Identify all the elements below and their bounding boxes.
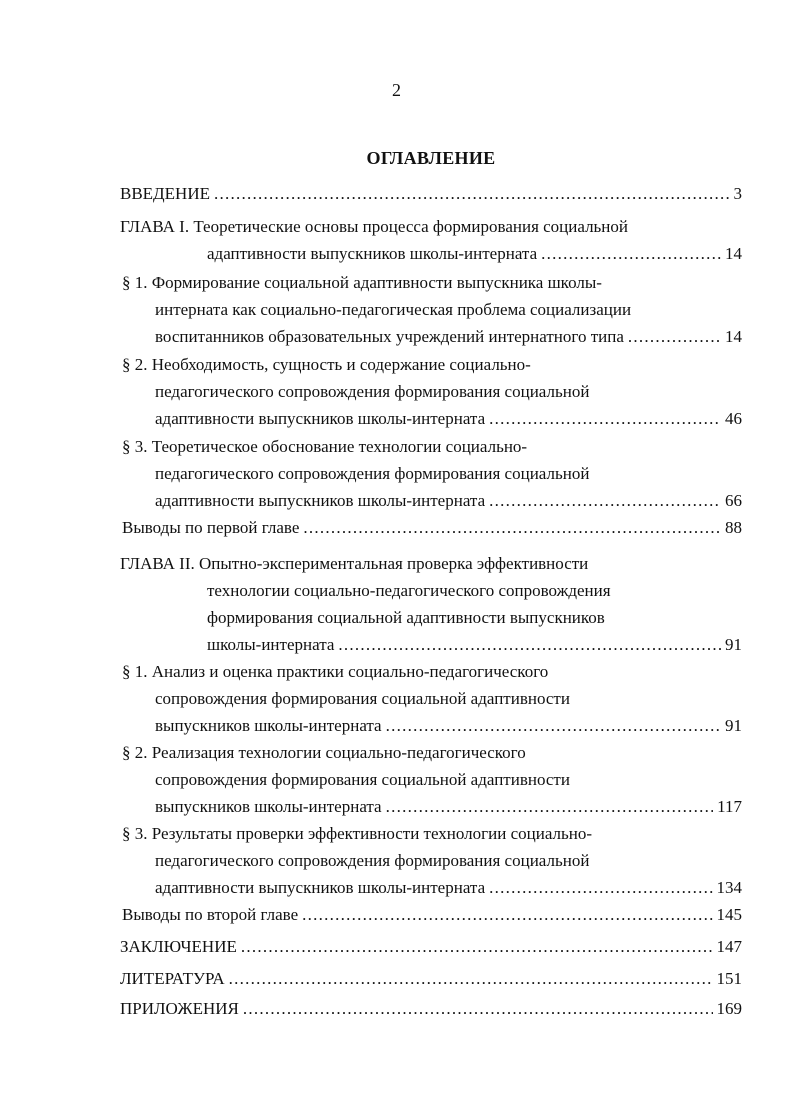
toc-entry-introduction[interactable] (120, 181, 742, 207)
toc-entry-references[interactable] (120, 966, 742, 992)
toc-entry-page: 46 (725, 409, 742, 428)
toc-entry-ch2-s1[interactable] (155, 713, 742, 739)
toc-entry-text: адаптивности выпускников школы-интерната (155, 878, 486, 897)
toc-entry-ch2-s3[interactable] (155, 875, 742, 901)
toc-ch2-s2-line2[interactable]: сопровождения формирования социальной адаптивности (155, 770, 570, 789)
toc-entry-page: 145 (716, 905, 742, 924)
toc-entry-text: Выводы по второй главе (122, 905, 299, 924)
toc-entry-page: 88 (725, 518, 742, 537)
dot-leader (303, 515, 721, 541)
toc-entry-page: 91 (725, 716, 742, 735)
toc-entry-ch1-conclusions[interactable] (122, 515, 742, 541)
toc-entry-text: ВВЕДЕНИЕ (120, 184, 210, 203)
toc-entry-text: школы-интерната (207, 635, 335, 654)
toc-entry-page: 3 (733, 184, 742, 203)
toc-title: ОГЛАВЛЕНИЕ (366, 148, 496, 168)
toc-entry-page: 117 (717, 797, 742, 816)
dot-leader (489, 406, 721, 432)
toc-ch2-s3-line2[interactable]: педагогического сопровождения формирования социальной (155, 851, 590, 870)
toc-chapter1-line1[interactable]: ГЛАВА I. Теоретические основы процесса формирования социальной (120, 217, 628, 236)
dot-leader (243, 996, 713, 1022)
toc-entry-page: 91 (725, 635, 742, 654)
toc-ch1-s1-line2[interactable]: интерната как социально-педагогическая проблема социализации (155, 300, 632, 319)
toc-chapter2-line2[interactable]: технологии социально-педагогического сопровождения (207, 581, 611, 600)
toc-entry-text: выпускников школы-интерната (155, 716, 382, 735)
toc-entry-text: воспитанников образовательных учреждений интернатного типа (155, 327, 624, 346)
toc-entry-ch1-s2[interactable] (155, 406, 742, 432)
toc-entry-page: 169 (716, 999, 742, 1018)
dot-leader (386, 713, 721, 739)
toc-entry-text: Выводы по первой главе (122, 518, 300, 537)
toc-entry-text: адаптивности выпускников школы-интерната (155, 491, 486, 510)
toc-entry-chapter1[interactable] (207, 241, 742, 267)
dot-leader (229, 966, 713, 992)
toc-entry-text: адаптивности выпускников школы-интерната (207, 244, 538, 263)
dot-leader (628, 324, 721, 350)
toc-ch2-s1-line2[interactable]: сопровождения формирования социальной адаптивности (155, 689, 570, 708)
toc-ch1-s3-line2[interactable]: педагогического сопровождения формирования социальной (155, 464, 590, 483)
toc-entry-text: адаптивности выпускников школы-интерната (155, 409, 486, 428)
toc-ch2-s1-line1[interactable]: § 1. Анализ и оценка практики социально-педагогического (122, 662, 549, 681)
toc-entry-chapter2[interactable] (207, 632, 742, 658)
toc-entry-page: 14 (725, 327, 742, 346)
toc-ch2-s2-line1[interactable]: § 2. Реализация технологии социально-педагогического (122, 743, 526, 762)
toc-chapter2-line1[interactable]: ГЛАВА II. Опытно-экспериментальная проверка эффективности (120, 554, 589, 573)
dot-leader (302, 902, 712, 928)
dot-leader (214, 181, 730, 207)
toc-entry-conclusion[interactable] (120, 934, 742, 960)
dot-leader (489, 488, 721, 514)
dot-leader (386, 794, 714, 820)
toc-entry-ch2-s2[interactable] (155, 794, 742, 820)
toc-entry-page: 151 (716, 969, 742, 988)
dot-leader (489, 875, 712, 901)
toc-ch1-s2-line1[interactable]: § 2. Необходимость, сущность и содержание социально- (122, 355, 531, 374)
toc-entry-text: ЗАКЛЮЧЕНИЕ (120, 937, 237, 956)
toc-ch1-s1-line1[interactable]: § 1. Формирование социальной адаптивности выпускника школы- (122, 273, 602, 292)
toc-entry-text: выпускников школы-интерната (155, 797, 382, 816)
toc-entry-page: 134 (716, 878, 742, 897)
toc-entry-ch2-conclusions[interactable] (122, 902, 742, 928)
toc-ch2-s3-line1[interactable]: § 3. Результаты проверки эффективности технологии социально- (122, 824, 593, 843)
toc-entry-page: 14 (725, 244, 742, 263)
toc-entry-page: 147 (716, 937, 742, 956)
toc-entry-ch1-s1[interactable] (155, 324, 742, 350)
toc-ch1-s3-line1[interactable]: § 3. Теоретическое обоснование технологии социально- (122, 437, 528, 456)
dot-leader (338, 632, 721, 658)
page-number: 2 (392, 80, 401, 100)
toc-entry-ch1-s3[interactable] (155, 488, 742, 514)
toc-entry-page: 66 (725, 491, 742, 510)
toc-ch1-s2-line2[interactable]: педагогического сопровождения формирования социальной (155, 382, 590, 401)
dot-leader (541, 241, 721, 267)
dot-leader (241, 934, 713, 960)
toc-entry-text: ЛИТЕРАТУРА (120, 969, 225, 988)
toc-entry-appendices[interactable] (120, 996, 742, 1022)
toc-entry-text: ПРИЛОЖЕНИЯ (120, 999, 239, 1018)
toc-chapter2-line3[interactable]: формирования социальной адаптивности выпускников (207, 608, 605, 627)
